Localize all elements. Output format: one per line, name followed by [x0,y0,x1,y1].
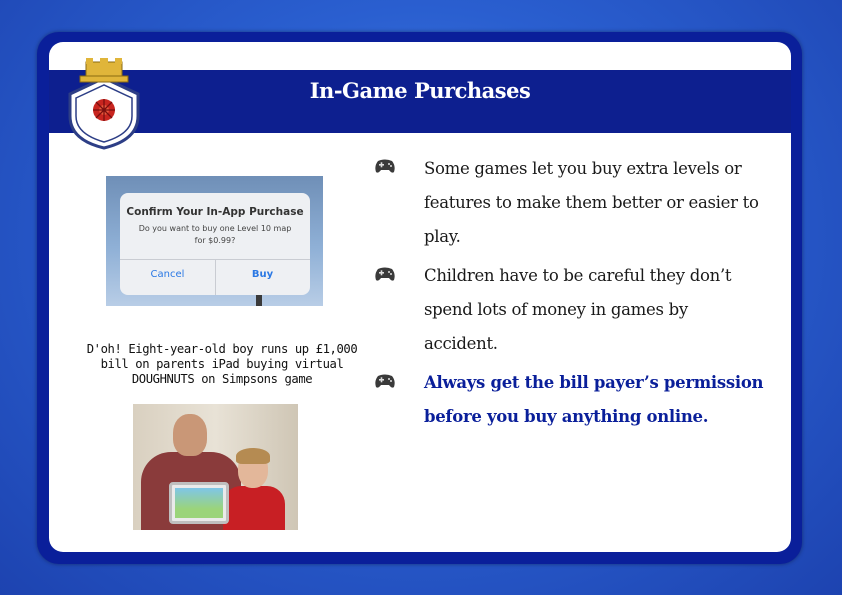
dialog-cancel-button: Cancel [150,269,185,280]
dialog-title: Confirm Your In-App Purchase [126,206,304,218]
purchase-screenshot-image [106,176,323,306]
bullet-line: features to make them better or easier to [424,193,759,212]
caption-line: DOUGHNUTS on Simpsons game [131,372,313,386]
news-photo [133,404,298,530]
dialog-buy-button: Buy [251,269,274,280]
photo-ipad-screen [175,488,223,518]
photo-boy-hair [236,448,270,464]
game-controller-icon [374,266,396,282]
photo-boy [223,486,285,530]
game-controller-icon [374,373,396,389]
photo-man-head [173,414,207,456]
bullet-line: accident. [424,334,498,353]
crest-logo-icon [64,54,144,150]
news-caption [72,342,372,387]
caption-line: bill on parents iPad buying virtual [100,357,344,371]
dialog-body-line: for $0.99? [194,236,236,245]
photo-ipad [169,482,229,524]
bullet-text-emphasis [424,366,774,434]
dialog-body [130,223,300,247]
bullet-line: Some games let you buy extra levels or [424,159,742,178]
game-controller-icon [374,158,396,174]
dialog-body-line: Do you want to buy one Level 10 map [138,224,292,233]
caption-line: D'oh! Eight-year-old boy runs up £1,000 [86,342,358,356]
slide-title: In-Game Purchases [309,78,531,103]
bullet-text [424,259,774,361]
bullet-line: Always get the bill payer’s permission [424,373,764,392]
bullet-line: before you buy anything online. [424,407,709,426]
bullet-line: spend lots of money in games by [424,300,688,319]
bullet-line: play. [424,227,461,246]
purchase-dialog [120,193,310,295]
bullet-text [424,152,774,254]
bullet-line: Children have to be careful they don’t [424,266,732,285]
